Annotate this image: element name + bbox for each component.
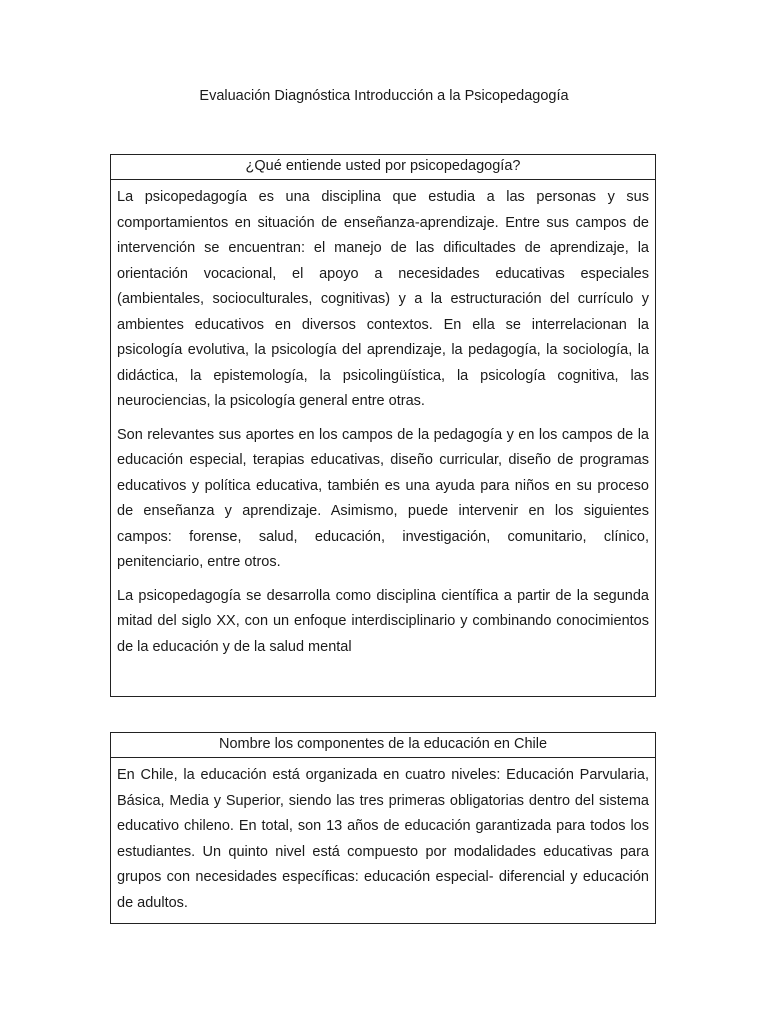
answer-paragraph: Son relevantes sus aportes en los campos de la pedagogía y en los campos de la educación especial, terapias educativas, diseño curricular, diseño de programas educativos y política educativa, también es una ayuda para niños en su proceso de enseñanza y aprendizaje. Asimismo, puede intervenir en los siguientes campos: forense, salud, educación, investigación, comunitario, clínico, penitenciario, entre otros.: [117, 426, 649, 570]
question-box-educacion-chile: [110, 732, 656, 924]
question-header: ¿Qué entiende usted por psicopedagogía?: [111, 155, 655, 180]
answer-paragraph: La psicopedagogía es una disciplina que estudia a las personas y sus comportamientos en situación de enseñanza-aprendizaje. Entre sus campos de intervención se encuentran: el manejo de las dificultades de aprendizaje, la orientación vocacional, el apoyo a necesidades educativas especiales (ambientales, socioculturales, cognitivas) y a la estructuración del currículo y ambientes educativos en diversos contextos. En ella se interrelacionan la psicología evolutiva, la psicología del aprendizaje, la pedagogía, la sociología, la didáctica, la epistemología, la psicolingüística, la psicología cognitiva, las neurociencias, la psicología general entre otras.: [117, 189, 649, 409]
page-title: Evaluación Diagnóstica Introducción a la Psicopedagogía: [199, 88, 569, 104]
answer-paragraph: En Chile, la educación está organizada en cuatro niveles: Educación Parvularia, Básica, Media y Superior, siendo las tres primeras obligatorias dentro del sistema educativo chileno. En total, son 13 años de educación garantizada para todos los estudiantes. Un quinto nivel está compuesto por modalidades educativas para grupos con necesidades específicas: educación especial- diferencial y educación de adultos.: [117, 767, 649, 911]
question-header: Nombre los componentes de la educación en Chile: [111, 733, 655, 758]
answer-paragraph: La psicopedagogía se desarrolla como disciplina científica a partir de la segunda mitad del siglo XX, con un enfoque interdisciplinario y combinando conocimientos de la educación y de la salud mental: [117, 587, 649, 655]
answer-body: [111, 758, 655, 916]
question-box-psicopedagogia: [110, 154, 656, 697]
answer-body: [111, 180, 655, 660]
